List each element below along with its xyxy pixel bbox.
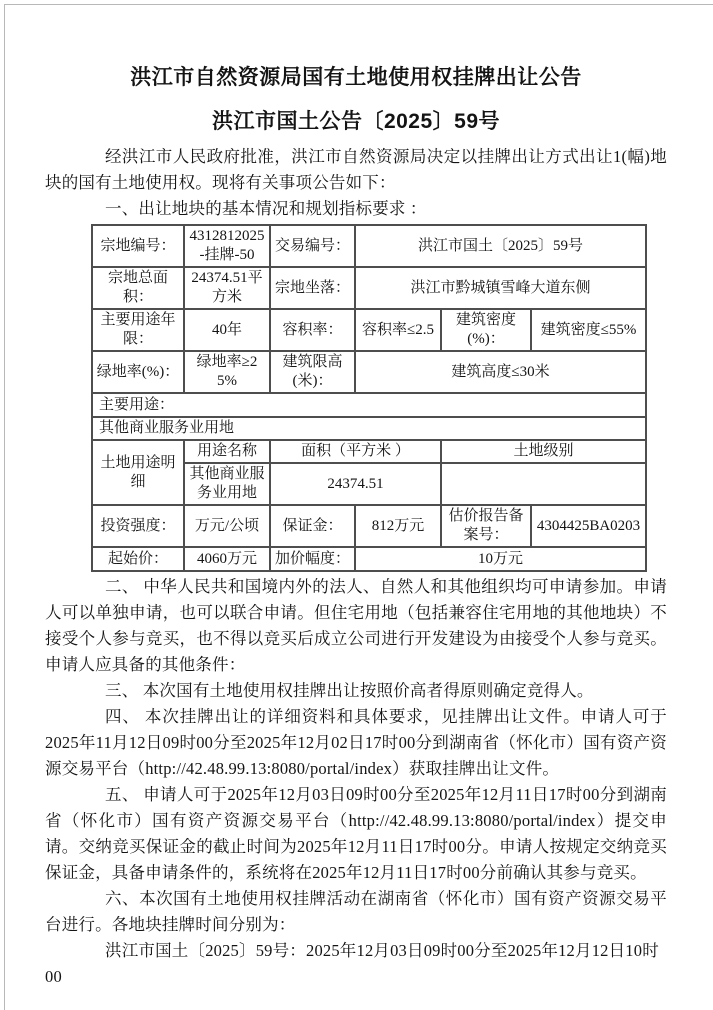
- starting-price-value: 4060万元: [184, 547, 270, 571]
- plot-ratio-label: 容积率：: [270, 309, 355, 351]
- total-area-value: 24374.51平方米: [184, 267, 270, 309]
- land-parcel-info-table: [91, 224, 647, 572]
- parcel-location-label: 宗地坐落：: [270, 267, 355, 309]
- plot-ratio-value: 容积率≤2.5: [355, 309, 441, 351]
- document-number: 洪江市国土公告〔2025〕59号: [211, 110, 501, 133]
- section-three-paragraph: 三、 本次国有土地使用权挂牌出让按照价高者得原则确定竞得人。: [105, 681, 594, 700]
- building-density-value: 建筑密度≤55%: [531, 309, 646, 351]
- section-one-heading: 一、出让地块的基本情况和规划指标要求 ：: [105, 199, 427, 218]
- main-use-label: 主要用途：: [92, 393, 646, 417]
- investment-intensity-value: 万元/公顷: [184, 505, 270, 547]
- appraisal-report-number-label: 估价报告备案号：: [441, 505, 531, 547]
- document-title: 洪江市自然资源局国有土地使用权挂牌出让公告: [130, 66, 582, 89]
- height-limit-label: 建筑限高(米)：: [270, 351, 355, 393]
- area-header: 面积（平方米 ）: [270, 440, 441, 463]
- investment-intensity-label: 投资强度：: [92, 505, 184, 547]
- green-ratio-value: 绿地率≥25%: [184, 351, 270, 393]
- increment-label: 加价幅度：: [270, 547, 355, 571]
- height-limit-value: 建筑高度≤30米: [355, 351, 646, 393]
- land-grade-header: 土地级别: [441, 440, 646, 463]
- parcel-number-label: 宗地编号：: [92, 225, 184, 267]
- use-name-header: 用途名称: [184, 440, 270, 463]
- deposit-value: 812万元: [355, 505, 441, 547]
- starting-price-label: 起始价：: [92, 547, 184, 571]
- land-use-detail-label: 土地用途明细: [92, 440, 184, 505]
- main-use-term-label: 主要用途年限：: [92, 309, 184, 351]
- section-four-paragraph: 四、 本次挂牌出让的详细资料和具体要求，见挂牌出让文件。申请人可于2025年11月12日09时00分至2025年12月02日17时00分到湖南省（怀化市）国有资产资源交易平台（http://42.48.99.13:8080/portal/index）获取挂牌出让文件。: [45, 707, 667, 778]
- main-use-value: 其他商业服务业用地: [92, 417, 646, 440]
- increment-value: 10万元: [355, 547, 646, 571]
- transaction-number-label: 交易编号：: [270, 225, 355, 267]
- section-five-paragraph: 五、 申请人可于2025年12月03日09时00分至2025年12月11日17时00分到湖南省（怀化市）国有资产资源交易平台（http://42.48.99.13:8080/portal/index）提交申请。交纳竞买保证金的截止时间为2025年12月11日17时00分。申请人按规定交纳竞买保证金，具备申请条件的，系统将在2025年12月11日17时00分前确认其参与竞买。: [45, 785, 667, 882]
- green-ratio-label: 绿地率(%)：: [92, 351, 184, 393]
- parcel-number-value: 4312812025-挂牌-50: [184, 225, 270, 267]
- section-two-paragraph: 二、 中华人民共和国境内外的法人、自然人和其他组织均可申请参加。申请人可以单独申请，也可以联合申请。但住宅用地（包括兼容住宅用地的其他地块）不接受个人参与竞买，也不得以竞买后成立公司进行开发建设为由接受个人参与竞买。申请人应具备的其他条件：: [45, 577, 667, 674]
- use-name-value: 其他商业服务业用地: [184, 463, 270, 505]
- section-six-paragraph: 六、本次国有土地使用权挂牌活动在湖南省（怀化市）国有资产资源交易平台进行。各地块挂牌时间分别为：: [45, 889, 667, 934]
- land-grade-value: [441, 463, 646, 505]
- deposit-label: 保证金：: [270, 505, 355, 547]
- total-area-label: 宗地总面积：: [92, 267, 184, 309]
- area-value: 24374.51: [270, 463, 441, 505]
- listing-time-line: 洪江市国土〔2025〕59号：2025年12月03日09时00分至2025年12月12日10时00: [45, 941, 659, 986]
- transaction-number-value: 洪江市国土〔2025〕59号: [355, 225, 646, 267]
- building-density-label: 建筑密度(%)：: [441, 309, 531, 351]
- intro-paragraph: 经洪江市人民政府批准，洪江市自然资源局决定以挂牌出让方式出让1(幅)地块的国有土地使用权。现将有关事项公告如下：: [45, 147, 667, 192]
- parcel-location-value: 洪江市黔城镇雪峰大道东侧: [355, 267, 646, 309]
- main-use-term-value: 40年: [184, 309, 270, 351]
- appraisal-report-number-value: 4304425BA0203: [531, 505, 646, 547]
